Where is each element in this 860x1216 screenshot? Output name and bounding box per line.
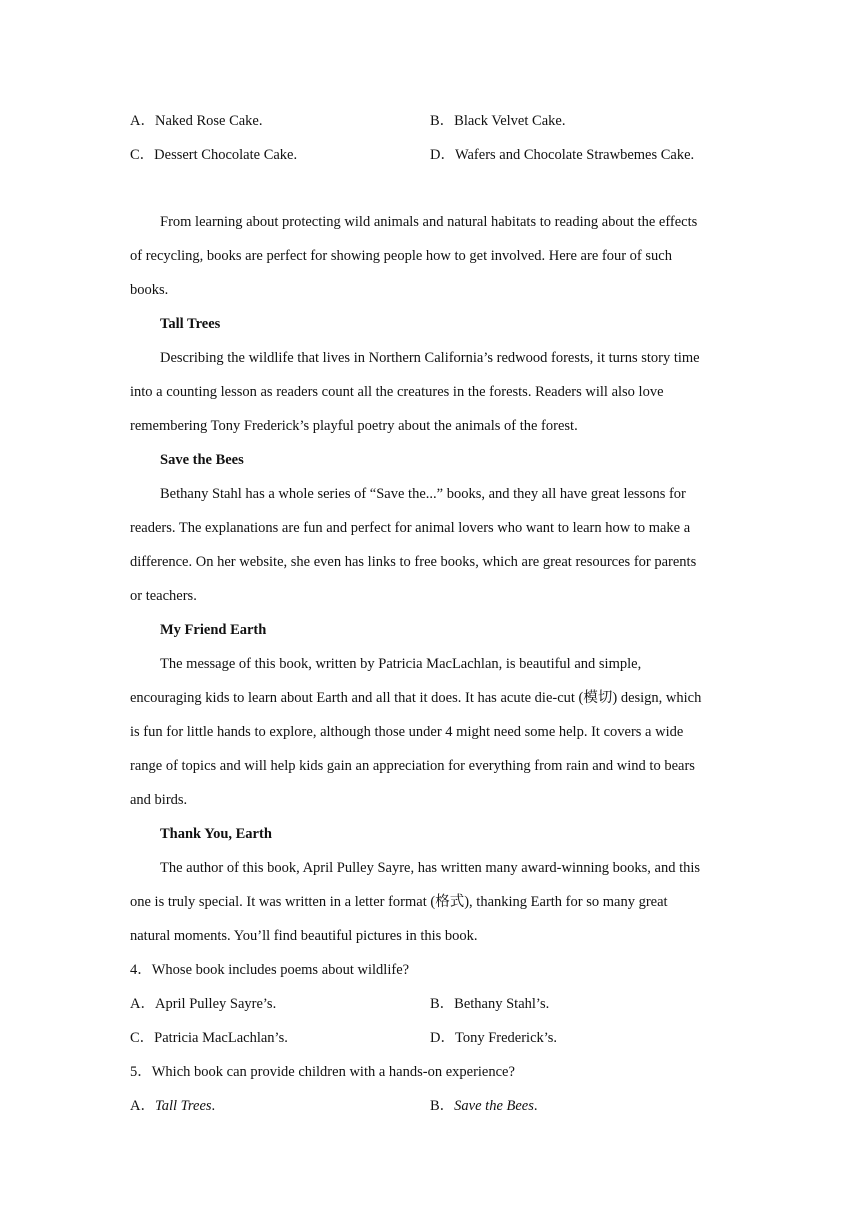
book-text-line: is fun for little hands to explore, although those under 4 might need some help. It covers a wide: [130, 724, 684, 740]
q5-question: 5．Which book can provide children with a hands-on experience?: [130, 1064, 515, 1080]
q3-option-a: A．Naked Rose Cake.: [130, 113, 263, 129]
book-text-line: into a counting lesson as readers count all the creatures in the forests. Readers will also love: [130, 384, 664, 400]
q3-option-d: D．Wafers and Chocolate Strawbemes Cake.: [430, 147, 695, 163]
q4-option-d: D．Tony Frederick’s.: [430, 1030, 558, 1046]
q4-option-a: A．April Pulley Sayre’s.: [130, 996, 277, 1012]
book-text-line: The author of this book, April Pulley Sayre, has written many award-winning books, and this: [160, 860, 701, 876]
q3-options-row-1: [130, 104, 730, 138]
book-title-save-the-bees: Save the Bees: [160, 452, 244, 468]
q4-options-row-2: [130, 1021, 730, 1055]
book-text-line: Bethany Stahl has a whole series of “Save the...” books, and they all have great lessons for: [160, 486, 686, 502]
passage-intro-line-1: From learning about protecting wild animals and natural habitats to reading about the effects: [160, 214, 698, 230]
q4-option-c: C．Patricia MacLachlan’s.: [130, 1030, 288, 1046]
section-gap: [130, 172, 730, 205]
book-title-tall-trees: Tall Trees: [160, 316, 221, 332]
q4-question: 4．Whose book includes poems about wildlife?: [130, 962, 410, 978]
book-text-line: and birds.: [130, 792, 188, 808]
q5-options-row-1: [130, 1089, 730, 1123]
book-text-line: encouraging kids to learn about Earth and all that it does. It has acute die-cut (模切) design, which: [130, 690, 702, 706]
q3-option-c: C．Dessert Chocolate Cake.: [130, 147, 298, 163]
q4-option-b: B．Bethany Stahl’s.: [430, 996, 550, 1012]
q5-option-b: [430, 1089, 538, 1123]
book-text-line: readers. The explanations are fun and perfect for animal lovers who want to learn how to make a: [130, 520, 691, 536]
q5-option-a: [130, 1089, 215, 1123]
book-title-my-friend-earth: My Friend Earth: [160, 622, 267, 638]
book-text-line: The message of this book, written by Patricia MacLachlan, is beautiful and simple,: [160, 656, 642, 672]
q5-option-b-title: Save the Bees: [454, 1098, 534, 1114]
book-text-line: or teachers.: [130, 588, 197, 604]
exam-page: [130, 104, 730, 1123]
q3-options-row-2: [130, 138, 730, 172]
q5-option-a-prefix: A．: [130, 1098, 155, 1114]
q5-option-a-title: Tall Trees: [154, 1098, 212, 1114]
book-text-line: difference. On her website, she even has links to free books, which are great resources for parents: [130, 554, 697, 570]
q5-option-b-suffix: .: [533, 1098, 538, 1114]
book-text-line: one is truly special. It was written in a letter format (格式), thanking Earth for so many great: [130, 894, 668, 910]
book-text-line: remembering Tony Frederick’s playful poetry about the animals of the forest.: [130, 418, 578, 434]
q5-option-a-suffix: .: [211, 1098, 216, 1114]
book-text-line: range of topics and will help kids gain an appreciation for everything from rain and wind to bears: [130, 758, 695, 774]
book-text-line: Describing the wildlife that lives in Northern California’s redwood forests, it turns story time: [160, 350, 700, 366]
book-title-thank-you-earth: Thank You, Earth: [160, 826, 272, 842]
passage-intro-line-3: books.: [130, 282, 169, 298]
q5-option-b-prefix: B．: [430, 1098, 455, 1114]
q3-option-b: B．Black Velvet Cake.: [430, 113, 566, 129]
passage-intro-line-2: of recycling, books are perfect for showing people how to get involved. Here are four of such: [130, 248, 672, 264]
book-text-line: natural moments. You’ll find beautiful pictures in this book.: [130, 928, 478, 944]
q4-options-row-1: [130, 987, 730, 1021]
